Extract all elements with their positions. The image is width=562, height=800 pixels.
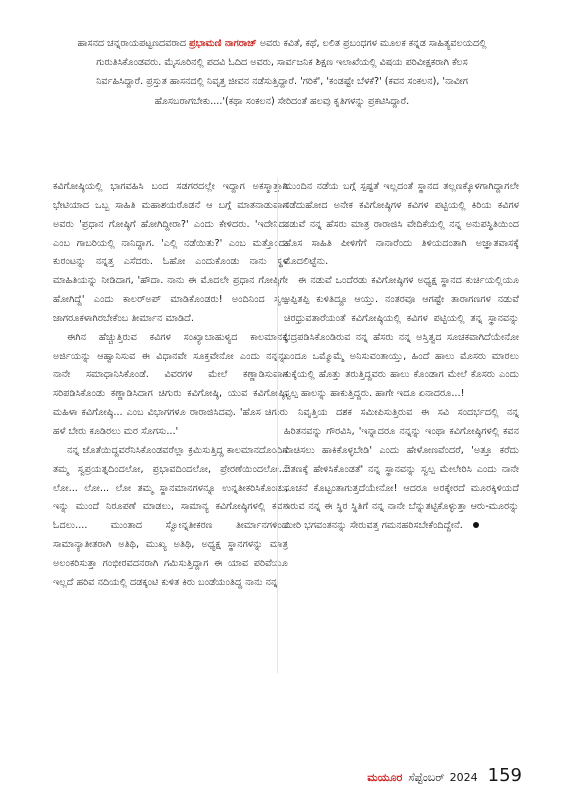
issue-month: ಸೆಪ್ಟೆಂಬರ್ (408, 771, 445, 784)
end-of-article-icon (473, 522, 479, 528)
left-column (53, 178, 288, 593)
page-footer (367, 765, 522, 789)
page-number: 159 (487, 765, 522, 786)
intro-body-text: ಅವರು ಕವಿತೆ, ಕಥೆ, ಲಲಿತ ಪ್ರಬಂಧಗಳ ಮೂಲಕ ಕನ್ನಡ ಸಾಹಿತ್ಯವಲಯದಲ್ಲಿ ಗುರುತಿಸಿಕೊಂಡವರು. ಮೈಸೂರಿನಲ್ಲಿ ಪದವಿ ಓದಿದ ಅವರು, ಸಾರ್ವಜನಿಕ ಶಿಕ್ಷಣ ಇಲಾಖೆಯಲ್ಲಿ ವಿಷಯ ಪರಿವೀಕ್ಷಕರಾಗಿ ಕೆಲಸ ನಿರ್ವಹಿಸಿದ್ದಾರೆ. ಪ್ರಸ್ತುತ ಹಾಸನದಲ್ಲಿ ನಿವೃತ್ತ ಜೀವನ ನಡೆಸುತ್ತಿದ್ದಾರೆ. 'ಗರಿಕೆ', 'ಕಂಡಷ್ಟೇ ಬೆಳಕೆ?' (ಕವನ ಸಂಕಲನ), 'ನಾವೀಗ ಹೊಸಬರಾಗಬೇಕು....'(ಕಥಾ ಸಂಕಲನ) ಸೇರಿದಂತೆ ಹಲವು ಕೃತಿಗಳನ್ನು ಪ್ರಕಟಿಸಿದ್ದಾರೆ. (96, 38, 487, 107)
intro-lead-text: ಹಾಸನದ ಚನ್ನರಾಯಪಟ್ಟಣದವರಾದ (77, 38, 190, 49)
column-divider (277, 178, 278, 673)
right-column (284, 178, 519, 536)
paragraph: ಮುಂದಿನ ನಡೆಯ ಬಗ್ಗೆ ಸ್ಪಷ್ಟತೆ ಇಲ್ಲದಂತೆ ಸ್ಥಾನದ ತಲ್ಲಣಕ್ಕೊಳಗಾಗಿದ್ದಾಗಲೇ ನಡೆದುಹೋದ ಅನೇಕ ಕವಿಗೋಷ್ಠಿಗಳ ಕವಿಗಳ ಪಟ್ಟಿಯಲ್ಲಿ ಕಿರಿಯ ಕವಿಗಳ ನಡುವೆ ನನ್ನ ಹೆಸರು ಮಾತ್ರ ರಾರಾಜಿಸಿ ವೇದಿಕೆಯಲ್ಲಿ ನನ್ನ ಅನುಪಸ್ಥಿತಿಯಿಂದ ಹೊಸ ಸಾಹಿತಿ ಪೀಳಿಗೆಗೆ ನಾನಾರೆಂದು ತಿಳಿಯದಂತಾಗಿ ಅಜ್ಞಾತವಾಸಕ್ಕೆ ಮೊದಲಿಟ್ಟೆನು. (284, 181, 519, 268)
magazine-name: ಮಯೂರ (367, 771, 403, 784)
paragraph: ನನ್ನ ಜೊತೆಯಿದ್ದವರೆನಿಸಿಕೊಂಡವರೆಲ್ಲಾ ಕ್ರಮಿಸುತ್ತಿದ್ದ ಕಾಲಮಾನದೊಂದಿಗೆ ತಮ್ಮ ಸ್ವಪ್ರಯತ್ನದಿಂದಲೋ, ಪ್ರಭಾವದಿಂದಲೋ, ಪ್ರೇರಣೆಯಿಂದಲೋ... ಲೋ... ಲೋ... ಲೋ ತಮ್ಮ ಸ್ಥಾನಮಾನಗಳನ್ನೂ ಉನ್ನತೀಕರಿಸಿಕೊಂಡು, ಇನ್ನು ಮುಂದೆ ನಿರೂಪಣೆ ಮಾಡಲು, ಸಾಮಾನ್ಯ ಕವಿಗೋಷ್ಠಿಗಳಲ್ಲಿ ಕವನ ಓದಲು.... ಮುಂತಾದ ಸ್ವೋನ್ನತೀಕರಣ ತೀರ್ಮಾನಗಳಿಂದ ಸಾಮಾನ್ಯಾತೀತರಾಗಿ ಅತಿಥಿ, ಮುಖ್ಯ ಅತಿಥಿ, ಅಧ್ಯಕ್ಷ ಸ್ಥಾನಗಳನ್ನು ಮಾತ್ರ ಅಲಂಕರಿಸುತ್ತಾ ಗಂಭೀರವದನರಾಗಿ ಗಮಿಸುತ್ತಿದ್ದಾಗ ಈ ಯಾವ ಪರಿವೆಯೂ ಇಲ್ಲದೆ ಹರಿವ ನದಿಯಲ್ಲಿ ದಡಕ್ಕಂಟಿ ಕುಳಿತ ಕಿರು ಬಂಡೆಯಂತಿದ್ದ ನಾನು ನನ್ನ (53, 444, 288, 588)
paragraph: ಈ ನಡುವೆ ಒಂದೆರಡು ಕವಿಗೋಷ್ಠಿಗಳ ಅಧ್ಯಕ್ಷ ಸ್ಥಾನದ ಕುರ್ಚಿಯಲ್ಲಿಯೂ ಅಪ್ಪಿತಪ್ಪಿ ಕುಳಿತಿದ್ದೂ ಆಯ್ತು. ನಂತರವೂ ಆಗಷ್ಟೇ ತಾರಾಗಣಗಳ ನಡುವೆ ಚಿರಧ್ರುವತಾರೆಯಂತೆ ಕವಿಗೋಷ್ಠಿಯಲ್ಲಿ ಕವಿಗಳ ಪಟ್ಟಿಯಲ್ಲಿ ತನ್ನ ಸ್ಥಾನವನ್ನು ಭದ್ರಪಡಿಸಿಕೊಂಡಿರುವ ನನ್ನ ಹೆಸರು ನನ್ನ ಅಸ್ತಿತ್ವದ ಸೂಚಕವಾಗಿದೆಯೇನೋ ಎಂದೂ ಒಮ್ಮೊಮ್ಮೆ ಅನಿಸುವಂತಾಯ್ತು, ಹಿಂದೆ ಹಾಲು ಮೊಸರು ಮಾರಲು ಕುಕ್ಕೆಯಲ್ಲಿ ಹೊತ್ತು ತರುತ್ತಿದ್ದವರು ಹಾಲು ಕೊಂಡಾಗ ಮೇಲೆ ಕೊಸರು ಎಂದು ಸ್ವಲ್ಪ ಹಾಲನ್ನು ಹಾಕುತ್ತಿದ್ದರು. ಹಾಗೇ ಇದೂ ಏನಾದರೂ...! (284, 275, 519, 400)
author-intro (72, 34, 492, 111)
paragraph: ಈಗಿನ ಹೆಚ್ಚುತ್ತಿರುವ ಕವಿಗಳ ಸಂಖ್ಯಾಬಾಹುಳ್ಯದ ಕಾಲಮಾನಕ್ಕೆ ಅರ್ಜಿಯನ್ನು ಆಹ್ವಾನಿಸುವ ಈ ವಿಧಾನವೇ ಸೂಕ್ತವೇನೋ ಎಂದು ನನ್ನನ್ನು ನಾನೇ ಸಮಾಧಾನಿಸಿಕೊಂಡೆ. ವಿವರಗಳ ಮೇಲೆ ಕಣ್ಣಾಡಿಸುವಾಗ ಸರಿಪಡಿಸಿಕೊಂಡು ಕಣ್ಣಾಡಿಸಿದಾಗ ಚಿಗುರು ಕವಿಗೋಷ್ಠಿ, ಯುವ ಕವಿಗೋಷ್ಠಿ, ಮಹಿಳಾ ಕವಿಗೋಷ್ಠಿ... ಎಂಬ ವಿಭಾಗಗಳೂ ರಾರಾಜಿಸಿದವು. 'ಹೊಸ ಚಿಗುರು ಹಳೆ ಬೇರು ಕೂಡಿರಲು ಮರ ಸೊಗಸು...' (53, 331, 288, 437)
paragraph-last (284, 404, 519, 536)
author-name: ಪ್ರಭಾಮಣಿ ನಾಗರಾಜ್ (189, 38, 257, 49)
issue-year: 2024 (449, 771, 478, 784)
paragraph-text: ನಿವೃತ್ತಿಯ ದಶಕ ಸಮೀಪಿಸುತ್ತಿರುವ ಈ ಸವಿ ಸಂದರ್ಭದಲ್ಲಿ ನನ್ನ ಹಿರಿತನವನ್ನು ಗೌರವಿಸಿ, 'ಇನ್ನಾದರೂ ನನ್ನನ್ನು ಇಂಥಾ ಕವಿಗೋಷ್ಠಿಗಳಲ್ಲಿ ಕವನ ವಾಚಿಸಲು ಹಾಕಿಕೊಳ್ಳಬೇಡಿ' ಎಂದು ಹೇಳೋಣವೆಂದರೆ, 'ಅತ್ತೂ ಕರೆದು ಔತಣಕ್ಕೆ ಹೇಳಿಸಿಕೊಂಡತೆ' ನನ್ನ ಸ್ಥಾನವನ್ನು ಸ್ವಲ್ಪ ಮೇಲೇರಿಸಿ ಎಂದು ನಾನೇ ಸೂಚನೆ ಕೊಟ್ಟಂತಾಗುತ್ತದೆಯೇನೋ! ಆದರೂ ಅರಕ್ಕೇರದೆ ಮೂರಕ್ಕಿಳಿಯದೆ ಇರುವ ನನ್ನ ಈ ಸ್ಥಿರ ಸ್ಥಿತಿಗೆ ನನ್ನ ನಾನೇ ಬೆನ್ನುತಟ್ಟಿಕೊಳ್ಳುತ್ತಾ ಆರು-ಮೂರನ್ನು ಮೀರಿ ಭಗವಂತನನ್ನು ಸೇರುವತ್ತ ಗಮನಹರಿಸಬೇಕೆಂದಿದ್ದೇನೆ. (284, 407, 519, 532)
paragraph: ಕವಿಗೋಷ್ಠಿಯಲ್ಲಿ ಭಾಗವಹಿಸಿ ಬಂದ ಸಡಗರದಲ್ಲೇ ಇದ್ದಾಗ ಅಕಸ್ಮಾತ್ತಾಗಿ ಭೇಟಿಯಾದ ಒಬ್ಬ ಸಾಹಿತಿ ಮಹಾಶಯರೊಡನೆ ಆ ಬಗ್ಗೆ ಮಾತನಾಡುವಾಗ ಅವರು 'ಪ್ರಧಾನ ಗೋಷ್ಠಿಗೆ ಹೋಗಿದ್ದೀರಾ?' ಎಂದು ಕೇಳಿದರು. 'ಇದೇನಿದು ಎಂಬ ಗಾಬರಿಯಲ್ಲಿ ನಾನಿದ್ದಾಗ. 'ಎಲ್ಲಿ ನಡೆಯಿತು?' ಎಂಬ ಮತ್ತೊಂದು ಕುರಂಟನ್ನು ನನ್ನತ್ತ ಎಸೆದರು. ಓಹೋ ಎಂದುಕೊಂಡು ನಾನು ಸ್ಥಳ ಮಾಹಿತಿಯನ್ನು ನೀಡಿದಾಗ, 'ಹೌದಾ. ನಾನು ಈ ಮೊದಲೇ ಪ್ರಧಾನ ಗೋಷ್ಠಿಗೇ ಹೋಗಿದ್ದೆ' ಎಂದು ಕಾಲರ್‌ಅಪ್ ಮಾಡಿಕೊಂಡರು! ಅಂದಿನಿಂದ ಸ್ವಲ್ಪ ಜಾಗರೂಕಳಾಗಿರಬೇಕೆಂಬ ತೀರ್ಮಾನ ಮಾಡಿದೆ. (53, 181, 288, 324)
